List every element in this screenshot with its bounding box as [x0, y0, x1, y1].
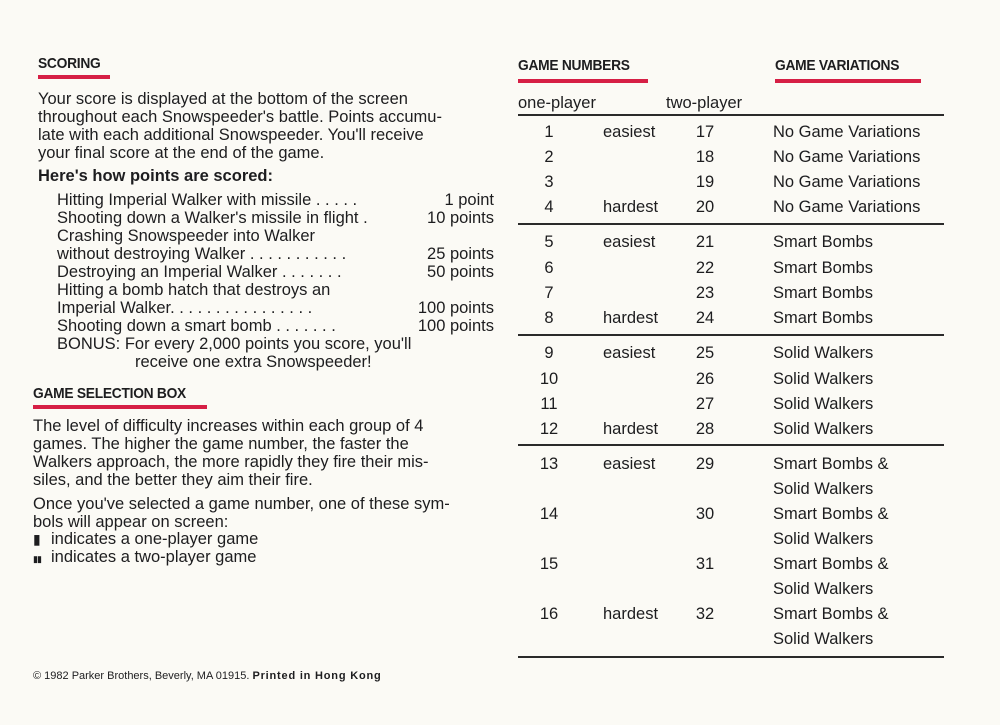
game-variation: Smart Bombs: [773, 309, 873, 327]
one-player-game-number: 12: [539, 420, 559, 438]
scoring-line: throughout each Snowspeeder's battle. Points accumu-: [38, 108, 442, 126]
one-player-game-number: 1: [544, 123, 554, 141]
table-divider: [518, 656, 944, 658]
game-variation: Smart Bombs &: [773, 455, 889, 473]
points-row: [57, 263, 494, 281]
two-player-game-number: 30: [695, 505, 715, 523]
points-value: 100 points: [417, 317, 494, 335]
game-variation: Solid Walkers: [773, 420, 874, 438]
bonus-line: receive one extra Snowspeeder!: [135, 353, 372, 371]
game-variation: Smart Bombs: [773, 284, 873, 302]
game-selection-line: games. The higher the game number, the faster the: [33, 435, 409, 453]
table-divider: [518, 114, 944, 116]
one-player-game-number: 11: [540, 395, 558, 413]
scoring-underline: [38, 75, 110, 79]
one-player-game-number: 3: [544, 173, 554, 191]
two-player-game-number: 20: [695, 198, 715, 216]
bonus-line: BONUS: For every 2,000 points you score, you'll: [57, 335, 412, 353]
two-player-game-number: 17: [695, 123, 715, 141]
scoring-heading: SCORING: [38, 55, 101, 72]
game-variation: No Game Variations: [773, 173, 921, 191]
two-player-game-number: 31: [695, 555, 715, 573]
game-variation: Smart Bombs &: [773, 505, 889, 523]
two-player-game-number: 32: [695, 605, 715, 623]
game-variation: No Game Variations: [773, 198, 921, 216]
points-label: Crashing Snowspeeder into Walker: [57, 227, 316, 245]
difficulty-label: hardest: [603, 309, 659, 327]
one-player-symbol-row: [33, 530, 258, 548]
one-player-game-number: 16: [539, 605, 559, 623]
difficulty-label: hardest: [603, 605, 659, 623]
two-player-game-number: 28: [695, 420, 715, 438]
points-row: [57, 317, 494, 335]
difficulty-label: easiest: [603, 455, 656, 473]
points-row: [57, 299, 494, 317]
game-numbers-underline: [518, 79, 648, 83]
game-selection-line: siles, and the better they aim their fire.: [33, 471, 313, 489]
two-player-column-header: two-player: [666, 94, 743, 112]
footer: [33, 670, 382, 682]
game-variation: Smart Bombs &: [773, 555, 889, 573]
points-label: Imperial Walker. . . . . . . . . . . . . . . .: [57, 299, 313, 317]
points-value: 50 points: [427, 263, 494, 281]
two-player-symbol-row: [33, 548, 256, 568]
game-variation: Solid Walkers: [773, 344, 874, 362]
two-player-game-number: 24: [695, 309, 715, 327]
two-player-game-number: 18: [695, 148, 715, 166]
symbols-paragraph: [33, 495, 450, 531]
one-player-game-number: 7: [544, 284, 554, 302]
two-player-game-number: 29: [695, 455, 715, 473]
game-selection-line: Walkers approach, the more rapidly they fire their mis-: [33, 453, 429, 471]
one-player-column-header: one-player: [518, 94, 596, 112]
one-player-text: indicates a one-player game: [51, 530, 259, 548]
symbols-line: bols will appear on screen:: [33, 513, 229, 531]
game-variation: Smart Bombs: [773, 233, 873, 251]
two-player-game-number: 23: [695, 284, 715, 302]
points-row: [57, 245, 494, 263]
difficulty-label: hardest: [603, 420, 659, 438]
game-variation-line2: Solid Walkers: [773, 530, 874, 548]
difficulty-label: easiest: [603, 233, 656, 251]
one-player-game-number: 6: [544, 259, 554, 277]
points-value: 100 points: [417, 299, 494, 317]
scoring-line: your final score at the end of the game.: [38, 144, 325, 162]
one-player-game-number: 10: [539, 370, 559, 388]
game-variations-underline: [775, 79, 921, 83]
game-variation: Solid Walkers: [773, 370, 874, 388]
printed-in-text: Printed in Hong Kong: [252, 670, 382, 682]
copyright-text: © 1982 Parker Brothers, Beverly, MA 01915.: [33, 670, 250, 682]
two-player-game-number: 26: [695, 370, 715, 388]
game-variations-heading: GAME VARIATIONS: [775, 57, 900, 74]
difficulty-label: easiest: [603, 344, 656, 362]
points-row: [57, 281, 494, 299]
table-divider: [518, 223, 944, 225]
two-player-game-number: 19: [695, 173, 715, 191]
symbols-line: Once you've selected a game number, one of these sym-: [33, 495, 450, 513]
game-selection-line: The level of difficulty increases within each group of 4: [33, 417, 424, 435]
two-player-game-number: 27: [695, 395, 715, 413]
table-divider: [518, 444, 944, 446]
two-player-game-number: 25: [695, 344, 715, 362]
points-subheading: Here's how points are scored:: [38, 167, 273, 185]
two-player-game-number: 22: [695, 259, 715, 277]
two-player-text: indicates a two-player game: [51, 548, 257, 566]
difficulty-label: hardest: [603, 198, 659, 216]
game-selection-paragraph: [33, 417, 429, 489]
game-variation: Smart Bombs &: [773, 605, 889, 623]
difficulty-label: easiest: [603, 123, 656, 141]
points-label: Shooting down a Walker's missile in flight .: [57, 209, 368, 227]
one-player-game-number: 4: [544, 198, 554, 216]
game-variation-line2: Solid Walkers: [773, 480, 874, 498]
points-label: Hitting a bomb hatch that destroys an: [57, 281, 331, 299]
game-variation: No Game Variations: [773, 123, 921, 141]
two-player-game-number: 21: [695, 233, 715, 251]
one-player-game-number: 14: [539, 505, 559, 523]
scoring-line: late with each additional Snowspeeder. You'll receive: [38, 126, 424, 144]
scoring-line: Your score is displayed at the bottom of the screen: [38, 90, 408, 108]
game-selection-heading: GAME SELECTION BOX: [33, 385, 186, 402]
table-divider: [518, 334, 944, 336]
points-label: without destroying Walker . . . . . . . . . . .: [57, 245, 347, 263]
points-label: Hitting Imperial Walker with missile . . . . .: [57, 191, 358, 209]
game-numbers-heading: GAME NUMBERS: [518, 57, 630, 74]
game-variation-line2: Solid Walkers: [773, 580, 874, 598]
game-variation: No Game Variations: [773, 148, 921, 166]
points-value: 10 points: [427, 209, 494, 227]
points-row: [57, 191, 494, 209]
points-label: Shooting down a smart bomb . . . . . . .: [57, 317, 336, 335]
game-selection-underline: [33, 405, 207, 409]
points-row: [57, 227, 494, 245]
one-player-game-number: 13: [539, 455, 559, 473]
one-player-game-number: 15: [539, 555, 559, 573]
points-value: 25 points: [427, 245, 494, 263]
one-player-icon: ▮: [33, 531, 41, 547]
two-player-icon: ▮▮: [33, 554, 41, 564]
scoring-paragraph: [38, 90, 442, 162]
game-variation-line2: Solid Walkers: [773, 630, 874, 648]
one-player-game-number: 9: [544, 344, 554, 362]
points-row: [57, 209, 494, 227]
one-player-game-number: 8: [544, 309, 554, 327]
one-player-game-number: 2: [544, 148, 554, 166]
one-player-game-number: 5: [544, 233, 554, 251]
game-variation: Solid Walkers: [773, 395, 874, 413]
points-value: 1 point: [444, 191, 494, 209]
game-variation: Smart Bombs: [773, 259, 873, 277]
points-label: Destroying an Imperial Walker . . . . . . .: [57, 263, 342, 281]
